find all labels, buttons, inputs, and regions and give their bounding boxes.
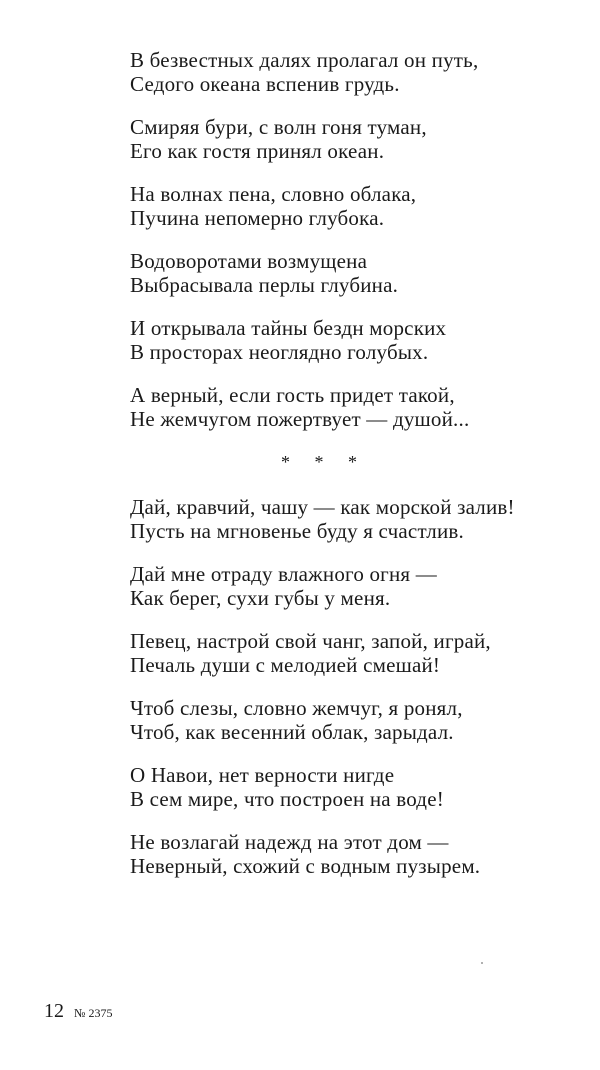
stanza xyxy=(130,182,570,230)
verse-line: Как берег, сухи губы у меня. xyxy=(130,586,391,610)
page-footer xyxy=(44,1000,112,1023)
verse-line: Дай, кравчий, чашу — как морской залив! xyxy=(130,495,515,519)
stanza xyxy=(130,115,570,163)
verse-line: В сем мире, что построен на воде! xyxy=(130,787,444,811)
verse-line: В просторах неоглядно голубых. xyxy=(130,340,429,364)
verse-line: Седого океана вспенив грудь. xyxy=(130,72,400,96)
section-separator: * * * xyxy=(281,452,367,472)
verse-line: Его как гостя принял океан. xyxy=(130,139,385,163)
stanza xyxy=(130,383,570,431)
page-number: 12 xyxy=(44,1000,64,1022)
stanza xyxy=(130,629,570,677)
verse-line: В безвестных далях пролагал он путь, xyxy=(130,48,479,72)
stanza xyxy=(130,830,570,878)
verse-line: А верный, если гость придет такой, xyxy=(130,383,455,407)
verse-line: Дай мне отраду влажного огня — xyxy=(130,562,437,586)
stanza xyxy=(130,763,570,811)
verse-line: Не жемчугом пожертвует — душой... xyxy=(130,407,470,431)
verse-line: Выбрасывала перлы глубина. xyxy=(130,273,399,297)
verse-line: На волнах пена, словно облака, xyxy=(130,182,417,206)
verse-line: Не возлагай надежд на этот дом — xyxy=(130,830,449,854)
stanza xyxy=(130,316,570,364)
verse-line: Чтоб слезы, словно жемчуг, я ронял, xyxy=(130,696,463,720)
poem-second xyxy=(130,495,570,878)
verse-line: Водоворотами возмущена xyxy=(130,249,368,273)
verse-line: Певец, настрой свой чанг, запой, играй, xyxy=(130,629,491,653)
verse-line: Чтоб, как весенний облак, зарыдал. xyxy=(130,720,454,744)
verse-line: Печаль души с мелодией смешай! xyxy=(130,653,441,677)
stanza xyxy=(130,249,570,297)
stanza xyxy=(130,495,570,543)
verse-line: И открывала тайны бездн морских xyxy=(130,316,447,340)
verse-line: Пучина непомерно глубока. xyxy=(130,206,385,230)
printer-signature: № 2375 xyxy=(74,1006,113,1020)
stanza xyxy=(130,696,570,744)
verse-line: Неверный, схожий с водным пузырем. xyxy=(130,854,481,878)
poem-first xyxy=(130,48,570,431)
stanza xyxy=(130,562,570,610)
verse-line: Пусть на мгновенье буду я счастлив. xyxy=(130,519,464,543)
verse-line: О Навои, нет верности нигде xyxy=(130,763,395,787)
verse-line: Смиряя бури, с волн гоня туман, xyxy=(130,115,427,139)
print-speck xyxy=(481,962,483,964)
stanza xyxy=(130,48,570,96)
